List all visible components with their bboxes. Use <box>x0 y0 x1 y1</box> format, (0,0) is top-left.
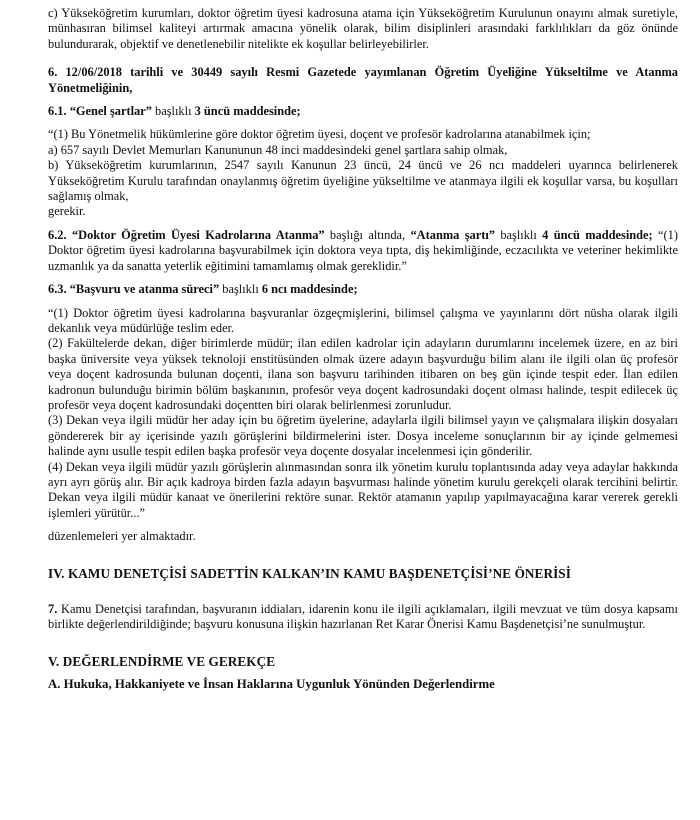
item-6-1-line-1: “(1) Bu Yönetmelik hükümlerine göre doktor öğretim üyesi, doçent ve profesör kadrolarına atanabilmek için; <box>48 127 591 142</box>
item-7-text: Kamu Denetçisi tarafından, başvuranın iddiaları, idarenin konu ile ilgili açıklamaları, ilgili mevzuat ve tüm dosya kapsamı birlikte değerlendirildiğinde; başvuru konusuna ilişkin hazırlanan Ret Karar Önerisi Kamu Başdenetçisi’ne sunulmuştur. <box>48 602 678 632</box>
item-7-paragraph <box>48 602 678 633</box>
paragraph-intro-c: c) Yükseköğretim kurumları, doktor öğretim üyesi kadrosuna atama için Yükseköğretim Kurulunun onayını almak suretiyle, münhasıran bilimsel kaliteyi artırmak amacına yönelik olarak, bilim disiplinleri arasındaki farklılıkları da göz önünde bulundurarak, objektif ve denetlenebilir nitelikte ek koşullar belirleyebilirler. <box>48 6 678 51</box>
section-v-title: V. DEĞERLENDİRME VE GEREKÇE <box>48 653 276 669</box>
item-6-1-line-b: b) Yükseköğretim kurumlarının, 2547 sayılı Kanunun 23 üncü, 24 üncü ve 26 ncı maddeleri uyarınca belirlenerek Yükseköğretim Kurulu tarafından onaylanmış öğretim üyeliğine yükseltilme ve atanmaya ilgili ek koşullar varsa, bu koşulları sağlamış olmak, <box>48 158 678 204</box>
heading-item-6-1 <box>48 104 678 119</box>
heading-item-6-3 <box>48 282 678 297</box>
heading-item-6: 6. 12/06/2018 tarihli ve 30449 sayılı Resmi Gazetede yayımlanan Öğretim Üyeliğine Yükseltilme ve Atanma Yönetmeliğinin, <box>48 65 678 95</box>
item-6-1-article: 3 üncü maddesinde; <box>194 104 301 119</box>
item-6-2-subtitle: “Atanma şartı” <box>410 227 495 242</box>
item-6-3-para-3: (3) Dekan veya ilgili müdür her aday için bu öğretim üyelerine, adaylarla ilgili bilimsel yayın ve çalışmalara ilişkin dosyaları göndererek bir ay içerisinde yazılı görüşlerini bildirmelerini ister. Dosya inceleme sonuçlarının bir ay içinde gelmemesi halinde aynı usulle tespit edilen başka profesör veya doçente dosyalar incelenmesi için gönderilir. <box>48 413 678 459</box>
item-6-3-number: 6.3. <box>48 282 70 297</box>
item-6-1-line-a: a) 657 sayılı Devlet Memurları Kanununun 48 inci maddesindeki genel şartlara sahip olmak, <box>48 142 508 157</box>
item-7-number: 7. <box>48 602 58 616</box>
item-6-3-title: “Başvuru ve atanma süreci” <box>69 282 220 297</box>
item-6-1-mid: başlıklı <box>151 104 195 119</box>
item-6-1-number: 6.1. <box>48 104 70 119</box>
item-6-2-number: 6.2. <box>48 227 72 242</box>
item-6-3-mid: başlıklı <box>219 282 262 297</box>
item-6-3-article: 6 ncı maddesinde; <box>261 282 358 297</box>
item-6-3-para-4: (4) Dekan veya ilgili müdür yazılı görüşlerin alınmasından sonra ilk yönetim kurulu toplantısında aday veya adaylar hakkında ayrı ayrı görüş alır. Bir açık kadroya birden fazla adayın başvurması halinde yönetim kurulu gerekçeli olarak tercihini belirtir. Dekan veya ilgili müdür kanaat ve önerilerini rektöre sunar. Rektör atamanın yapılıp yapılmayacağına karar vererek gerekli işlemleri yürütür...” <box>48 459 678 520</box>
item-6-2-mid-1: başlığı altında, <box>324 227 411 242</box>
section-iv-title: IV. KAMU DENETÇİSİ SADETTİN KALKAN’IN KAMU BAŞDENETÇİSİ’NE ÖNERİSİ <box>48 565 571 581</box>
section-v-subsection-a: A. Hukuka, Hakkaniyete ve İnsan Haklarına Uygunluk Yönünden Değerlendirme <box>48 677 495 692</box>
item-6-3-para-1: “(1) Doktor öğretim üyesi kadrolarına başvuranlar özgeçmişlerini, bilimsel çalışma ve yayınlarını dört nüsha olarak ilgili dekanlık veya müdürlüğe teslim eder. <box>48 305 678 335</box>
item-6-2-title: “Doktor Öğretim Üyesi Kadrolarına Atanma” <box>71 227 325 242</box>
item-6-3-para-2: (2) Fakültelerde dekan, diğer birimlerde müdür; ilan edilen kadrolar için adayların durumlarını incelemek üzere, en az biri başka üniversite veya yüksek teknoloji enstitüsünden olmak üzere adayın başvurduğu bilim alanı ile ilgili olan üç profesör veya doçent kadrosunda bulunan doçenti, ilana son başvuru tarihinden itibaren on beş gün içinde tespit eder. İlan edilen kadronun bulunduğu birimin bölüm başkanının, profesör veya doçent kadrosundaki doçent olması halinde, tespit edilecek üç profesör veya doçent kadrosundaki doçentten biri olarak belirlenmesi zorunludur. <box>48 336 678 412</box>
item-6-1-title: “Genel şartlar” <box>69 104 152 119</box>
item-6-3-closing: düzenlemeleri yer almaktadır. <box>48 529 196 544</box>
item-6-2-mid-2: başlıklı <box>494 227 543 242</box>
item-6-2-body: “(1) Doktor öğretim üyesi kadrolarına başvurabilmek için doktora veya tıpta, diş hekimliğinde, eczacılıkta ve veteriner hekimlikte uzmanlık ya da sanatta yeterlik eğitimini tamamlamış olmak gereklidir.” <box>48 227 678 273</box>
item-6-2-paragraph <box>48 228 678 274</box>
item-6-1-line-end: gerekir. <box>48 204 86 219</box>
item-6-2-article: 4 üncü maddesinde; <box>542 227 653 242</box>
